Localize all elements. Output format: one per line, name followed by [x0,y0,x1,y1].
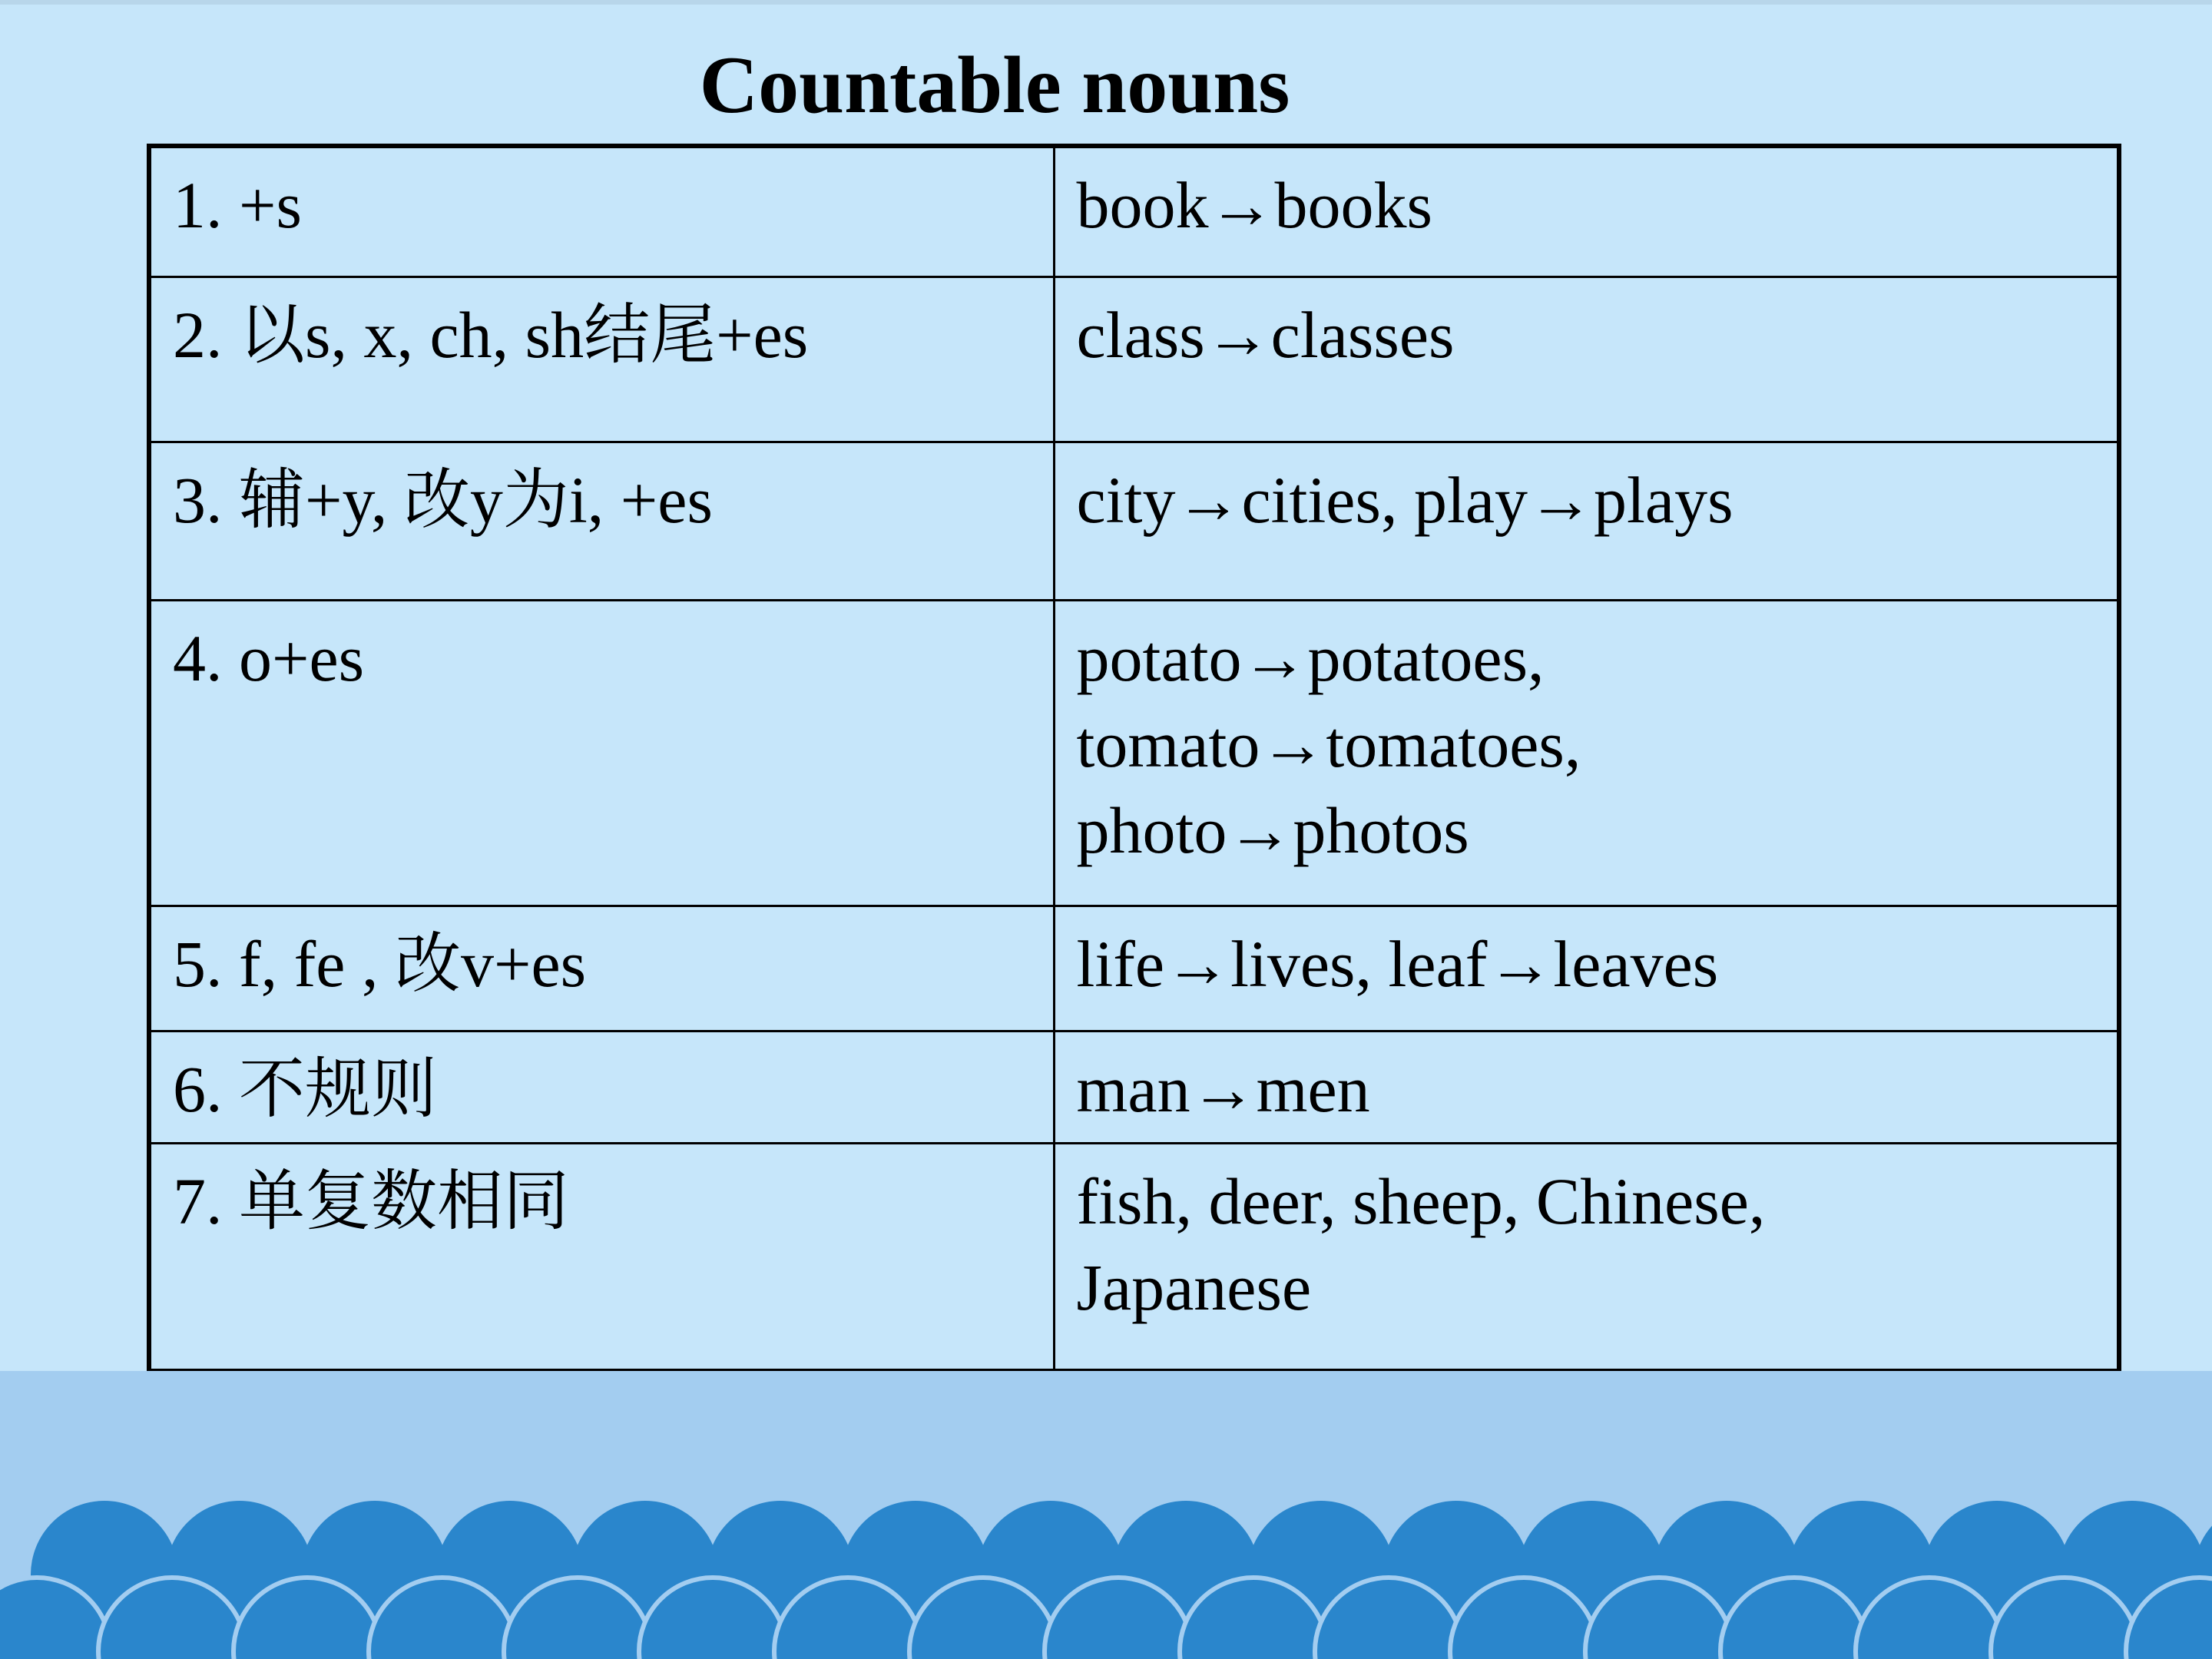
example-cell: man→men [1054,1031,2119,1143]
table-row [149,600,2119,906]
example-cell: fish, deer, sheep, Chinese, Japanese [1054,1143,2119,1371]
wave-decoration [0,1490,2212,1659]
table-row [149,442,2119,600]
table-row [149,276,2119,442]
rule-cell: 6. 不规则 [149,1031,1054,1143]
rule-cell: 3. 辅+y, 改y为i, +es [149,442,1054,600]
rule-cell: 7. 单复数相同 [149,1143,1054,1371]
table-row [149,1031,2119,1143]
rule-cell: 4. o+es [149,600,1054,906]
slide-title: Countable nouns [699,40,1290,130]
rule-cell: 1. +s [149,146,1054,276]
plural-rules-table [147,144,2121,1373]
example-cell: life→lives, leaf→leaves [1054,906,2119,1031]
table-row [149,1143,2119,1371]
example-cell: city→cities, play→plays [1054,442,2119,600]
example-cell: book→books [1054,146,2119,276]
rule-cell: 5. f, fe , 改v+es [149,906,1054,1031]
table-row [149,146,2119,276]
top-band [0,0,2212,5]
example-cell: potato→potatoes, tomato→tomatoes, photo→photos [1054,600,2119,906]
table-row [149,906,2119,1031]
rule-cell: 2. 以s, x, ch, sh结尾+es [149,276,1054,442]
example-cell: class→classes [1054,276,2119,442]
